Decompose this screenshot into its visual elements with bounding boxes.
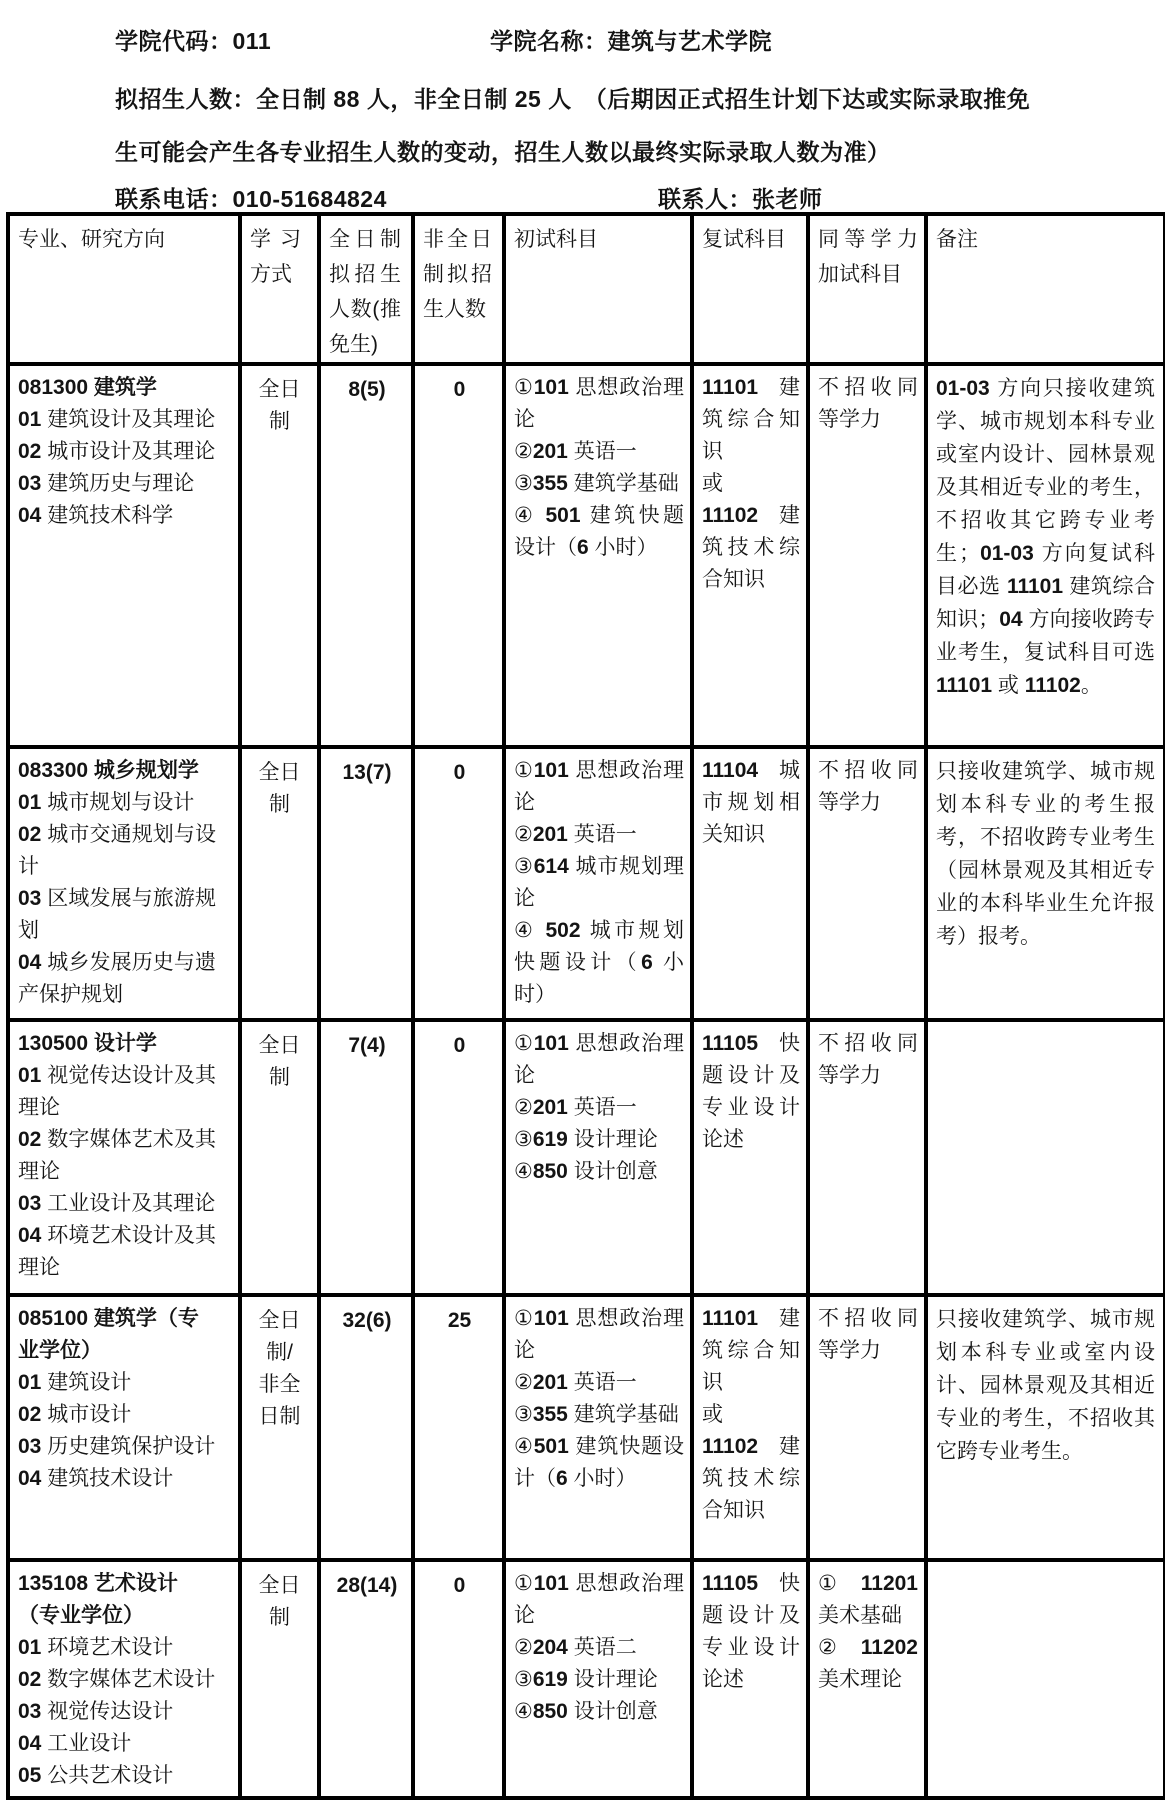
initial-subjects-cell (504, 1020, 692, 1295)
direction-item: 01 环境艺术设计 (18, 1636, 174, 1659)
remarks-cell: 只接收建筑学、城市规划本科专业或室内设计、园林景观及其相近专业的考生，不招收其它跨专业考生。 (926, 1295, 1165, 1560)
study-mode-line: 全日 (258, 1034, 301, 1057)
direction-item: 02 数字媒体艺术设计 (18, 1668, 216, 1691)
equivalency-subjects-cell (808, 364, 926, 747)
direction-item: 03 工业设计及其理论 (18, 1192, 216, 1215)
subject-item: 11102 建筑技术综合知识 (702, 504, 800, 591)
direction-item: 04 环境艺术设计及其理论 (18, 1224, 216, 1279)
retest-subjects-cell (692, 747, 808, 1020)
fulltime-quota-cell: 7(4) (319, 1020, 413, 1295)
subject-item: 或 (702, 472, 723, 495)
study-mode-line: 制 (269, 793, 290, 816)
initial-subjects-cell (504, 1560, 692, 1798)
study-mode-cell (240, 1020, 319, 1295)
parttime-quota-cell: 0 (413, 747, 504, 1020)
major-title: 130500 设计学 (18, 1032, 157, 1055)
direction-item: 04 建筑技术设计 (18, 1467, 174, 1490)
study-mode-line: 全日 (258, 761, 301, 784)
direction-item: 02 城市交通规划与设计 (18, 823, 216, 878)
subject-item: ③619 设计理论 (514, 1128, 658, 1151)
subject-item: ②201 英语一 (514, 1371, 637, 1394)
admissions-table (6, 212, 1165, 1800)
major-cell (8, 747, 240, 1020)
initial-subjects-cell (504, 747, 692, 1020)
direction-item: 01 建筑设计 (18, 1371, 132, 1394)
study-mode-line: 制 (269, 1066, 290, 1089)
college-name: 学院名称：建筑与艺术学院 (490, 28, 772, 54)
contact-phone: 联系电话：010-51684824 (115, 186, 387, 212)
contact-person: 联系人：张老师 (658, 186, 823, 212)
subject-item: ①101 思想政治理论 (514, 759, 685, 814)
direction-item: 04 工业设计 (18, 1732, 132, 1755)
subject-item: 不招收同等学力 (818, 1307, 918, 1362)
subject-item: ②201 英语一 (514, 1096, 637, 1119)
retest-subjects-cell (692, 1020, 808, 1295)
column-header: 同等学力加试科目 (808, 214, 926, 364)
enrollment-note-line2: 生可能会产生各专业招生人数的变动，招生人数以最终实际录取人数为准） (115, 139, 891, 165)
subject-item: ①101 思想政治理论 (514, 1032, 685, 1087)
subject-item: ③355 建筑学基础 (514, 1403, 679, 1426)
column-header: 学习方式 (240, 214, 319, 364)
remarks-cell: 只接收建筑学、城市规划本科专业的考生报考，不招收跨专业考生（园林景观及其相近专业的本科毕业生允许报考）报考。 (926, 747, 1165, 1020)
direction-item: 01 城市规划与设计 (18, 791, 195, 814)
subject-item: 11102 建筑技术综合知识 (702, 1435, 800, 1522)
remarks-cell (926, 1560, 1165, 1798)
subject-item: ②201 英语一 (514, 823, 637, 846)
direction-item: 05 公共艺术设计 (18, 1764, 174, 1787)
direction-item: 03 历史建筑保护设计 (18, 1435, 216, 1458)
study-mode-line: 全日 (258, 1574, 301, 1597)
major-cell (8, 1295, 240, 1560)
table-header-row (8, 214, 1165, 364)
subject-item: ③619 设计理论 (514, 1668, 658, 1691)
subject-item: 不招收同等学力 (818, 376, 918, 431)
subject-item: ② 11202 美术理论 (818, 1636, 918, 1691)
subject-item: 不招收同等学力 (818, 1032, 918, 1087)
direction-item: 04 建筑技术科学 (18, 504, 174, 527)
subject-item: ④ 501 建筑快题设计（6 小时） (514, 504, 684, 559)
initial-subjects-cell (504, 1295, 692, 1560)
study-mode-cell (240, 364, 319, 747)
direction-item: 01 建筑设计及其理论 (18, 408, 216, 431)
remarks-cell (926, 1020, 1165, 1295)
major-row (8, 1560, 1165, 1798)
direction-item: 01 视觉传达设计及其理论 (18, 1064, 216, 1119)
column-header: 复试科目 (692, 214, 808, 364)
equivalency-subjects-cell (808, 747, 926, 1020)
retest-subjects-cell (692, 1295, 808, 1560)
direction-item: 03 视觉传达设计 (18, 1700, 174, 1723)
parttime-quota-cell: 25 (413, 1295, 504, 1560)
equivalency-subjects-cell (808, 1560, 926, 1798)
column-header: 初试科目 (504, 214, 692, 364)
fulltime-quota-cell: 8(5) (319, 364, 413, 747)
direction-item: 03 区域发展与旅游规划 (18, 887, 216, 942)
column-header: 全日制拟招生人数(推免生) (319, 214, 413, 364)
subject-item: ④850 设计创意 (514, 1700, 658, 1723)
major-row (8, 364, 1165, 747)
direction-item: 02 城市设计及其理论 (18, 440, 216, 463)
fulltime-quota-cell: 32(6) (319, 1295, 413, 1560)
equivalency-subjects-cell (808, 1020, 926, 1295)
major-title: 085100 建筑学（专业学位） (18, 1307, 199, 1362)
parttime-quota-cell: 0 (413, 364, 504, 747)
major-title: 081300 建筑学 (18, 376, 157, 399)
parttime-quota-cell: 0 (413, 1560, 504, 1798)
equivalency-subjects-cell (808, 1295, 926, 1560)
initial-subjects-cell (504, 364, 692, 747)
major-cell (8, 1020, 240, 1295)
major-row (8, 1020, 1165, 1295)
subject-item: 11104 城市规划相关知识 (702, 759, 800, 846)
column-header: 备注 (926, 214, 1165, 364)
direction-item: 04 城乡发展历史与遗产保护规划 (18, 951, 216, 1006)
subject-item: 或 (702, 1403, 723, 1426)
subject-item: ④ 502 城市规划快题设计（6 小时） (514, 919, 684, 1006)
subject-item: ① 11201 美术基础 (818, 1572, 918, 1627)
subject-item: 不招收同等学力 (818, 759, 918, 814)
fulltime-quota-cell: 28(14) (319, 1560, 413, 1798)
column-header: 专业、研究方向 (8, 214, 240, 364)
admissions-table-body (8, 364, 1165, 1798)
direction-item: 02 数字媒体艺术及其理论 (18, 1128, 216, 1183)
study-mode-cell (240, 1295, 319, 1560)
study-mode-line: 日制 (258, 1405, 301, 1428)
study-mode-line: 全日 (258, 378, 301, 401)
subject-item: 11101 建筑综合知识 (702, 1307, 800, 1394)
major-title: 083300 城乡规划学 (18, 759, 199, 782)
subject-item: ②201 英语一 (514, 440, 637, 463)
study-mode-cell (240, 1560, 319, 1798)
remarks-cell: 01-03 方向只接收建筑学、城市规划本科专业或室内设计、园林景观及其相近专业的考生，不招收其它跨专业考生；01-03 方向复试科目必选 11101 建筑综合知识；04 方向接收跨专业考生，复试科目可选 11101 或 11102。 (926, 364, 1165, 747)
retest-subjects-cell (692, 364, 808, 747)
subject-item: 11105 快题设计及专业设计论述 (702, 1032, 800, 1151)
study-mode-line: 制 (269, 1606, 290, 1629)
subject-item: 11101 建筑综合知识 (702, 376, 800, 463)
study-mode-cell (240, 747, 319, 1020)
direction-item: 03 建筑历史与理论 (18, 472, 195, 495)
subject-item: ③355 建筑学基础 (514, 472, 679, 495)
major-title: 135108 艺术设计（专业学位） (18, 1572, 178, 1627)
major-cell (8, 1560, 240, 1798)
major-cell (8, 364, 240, 747)
direction-item: 02 城市设计 (18, 1403, 132, 1426)
study-mode-line: 制/ (266, 1341, 293, 1364)
subject-item: ①101 思想政治理论 (514, 1307, 685, 1362)
major-row (8, 747, 1165, 1020)
major-row (8, 1295, 1165, 1560)
subject-item: ①101 思想政治理论 (514, 376, 685, 431)
study-mode-line: 全日 (258, 1309, 301, 1332)
college-code: 学院代码：011 (115, 28, 272, 54)
subject-item: ④850 设计创意 (514, 1160, 658, 1183)
subject-item: ④501 建筑快题设计（6 小时） (514, 1435, 685, 1490)
subject-item: 11105 快题设计及专业设计论述 (702, 1572, 800, 1691)
enrollment-note-line1: 拟招生人数：全日制 88 人，非全日制 25 人 （后期因正式招生计划下达或实际录取推免 (115, 86, 1031, 112)
parttime-quota-cell: 0 (413, 1020, 504, 1295)
column-header: 非全日制拟招生人数 (413, 214, 504, 364)
study-mode-line: 制 (269, 410, 290, 433)
subject-item: ③614 城市规划理论 (514, 855, 685, 910)
study-mode-line: 非全 (258, 1373, 301, 1396)
subject-item: ①101 思想政治理论 (514, 1572, 685, 1627)
retest-subjects-cell (692, 1560, 808, 1798)
subject-item: ②204 英语二 (514, 1636, 637, 1659)
fulltime-quota-cell: 13(7) (319, 747, 413, 1020)
